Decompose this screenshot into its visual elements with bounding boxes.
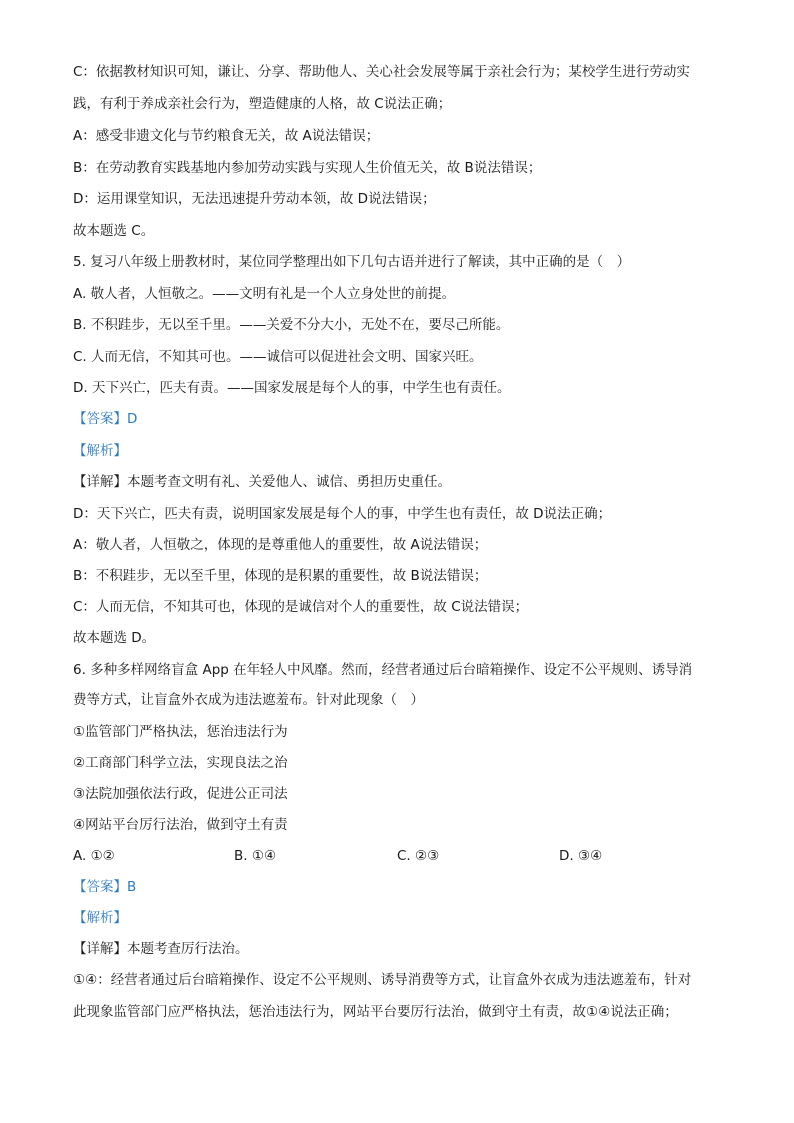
options-row [73, 846, 733, 866]
question-stem: 费等方式，让盲盒外衣成为违法遮羞布。针对此现象（ ） [73, 692, 424, 708]
detail-line: 【详解】本题考查文明有礼、关爱他人、诚信、勇担历史重任。 [73, 474, 451, 490]
text-line: C：依据教材知识可知，谦让、分享、帮助他人、关心社会发展等属于亲社会行为；某校学生进行劳动实 [73, 64, 690, 80]
text-line: 践，有利于养成亲社会行为，塑造健康的人格，故 C说法正确； [73, 96, 452, 112]
option-b: B. ①④ [234, 848, 277, 864]
statement-line: ③法院加强依法行政，促进公正司法 [73, 786, 288, 802]
option-a: A. ①② [73, 848, 115, 864]
text-line: C：人而无信，不知其可也，体现的是诚信对个人的重要性，故 C说法错误； [73, 599, 529, 615]
text-line: 此现象监管部门应严格执法，惩治违法行为，网站平台要厉行法治，做到守土有责，故①④说法正确； [73, 1004, 678, 1020]
analysis-label: 【解析】 [73, 443, 127, 459]
text-line: D：运用课堂知识，无法迅速提升劳动本领，故 D说法错误； [73, 191, 436, 207]
choice-line: D. 天下兴亡，匹夫有责。——国家发展是每个人的事，中学生也有责任。 [73, 380, 511, 396]
choice-line: A. 敬人者，人恒敬之。——文明有礼是一个人立身处世的前提。 [73, 286, 456, 302]
choice-line: C. 人而无信，不知其可也。——诚信可以促进社会文明、国家兴旺。 [73, 349, 483, 365]
text-line: B：不积跬步，无以至千里，体现的是积累的重要性，故 B说法错误； [73, 568, 488, 584]
option-c: C. ②③ [397, 848, 440, 864]
choice-line: B. 不积跬步，无以至千里。——关爱不分大小，无处不在，要尽己所能。 [73, 317, 510, 333]
text-line: A：敬人者，人恒敬之，体现的是尊重他人的重要性，故 A说法错误； [73, 537, 488, 553]
text-line: 故本题选 C。 [73, 223, 155, 239]
statement-line: ①监管部门严格执法，惩治违法行为 [73, 724, 288, 740]
answer-label: 【答案】D [73, 411, 138, 427]
statement-line: ④网站平台厉行法治，做到守土有责 [73, 817, 288, 833]
option-d: D. ③④ [559, 848, 603, 864]
analysis-label: 【解析】 [73, 910, 127, 926]
text-line: D：天下兴亡，匹夫有责，说明国家发展是每个人的事，中学生也有责任，故 D说法正确； [73, 506, 612, 522]
detail-line: 【详解】本题考查厉行法治。 [73, 941, 249, 957]
text-line: ①④：经营者通过后台暗箱操作、设定不公平规则、诱导消费等方式，让盲盒外衣成为违法遮羞布，针对 [73, 972, 692, 988]
question-stem: 5. 复习八年级上册教材时，某位同学整理出如下几句古语并进行了解读，其中正确的是（ ） [73, 254, 631, 270]
statement-line: ②工商部门科学立法，实现良法之治 [73, 755, 288, 771]
text-line: 故本题选 D。 [73, 630, 156, 646]
text-line: B：在劳动教育实践基地内参加劳动实践与实现人生价值无关，故 B说法错误； [73, 160, 542, 176]
question-stem: 6. 多种多样网络盲盒 App 在年轻人中风靡。然而，经营者通过后台暗箱操作、设定不公平规则、诱导消 [73, 662, 693, 678]
text-line: A：感受非遗文化与节约粮食无关，故 A说法错误； [73, 128, 380, 144]
answer-label: 【答案】B [73, 879, 137, 895]
